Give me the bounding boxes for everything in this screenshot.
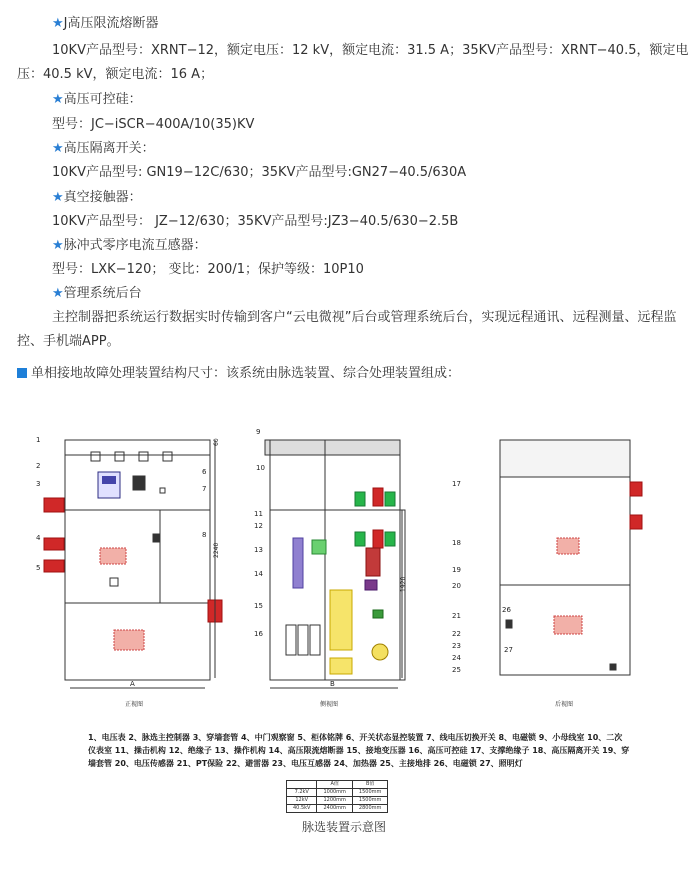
table-row: 7.2kV 1000mm 1500mm (287, 789, 388, 797)
spec-table (286, 780, 388, 813)
dim-b: B (330, 680, 335, 688)
heading-scr: ★高压可控硅： (52, 92, 142, 107)
front-view (65, 440, 210, 680)
heading-ct: ★脉冲式零序电流互感器： (52, 238, 207, 253)
fuse-body-2: 压：40.5 kV，额定电流：16 A； (17, 67, 214, 82)
dim-height: 2240 (213, 542, 220, 558)
legend-line-3: 墙套管 20、电压传感器 21、PT保险 22、避雷器 23、电压互感器 24、加热器 25、主接地排 26、电磁锁 27、照明灯 (88, 759, 523, 768)
heading-contactor: ★真空接触器： (52, 190, 142, 205)
blue-square-icon (17, 368, 27, 378)
num-3: 3 (36, 480, 41, 488)
isolator-body: 10KV产品型号: GN19−12C/630；35KV产品型号:GN27−40.5/630A (52, 165, 467, 180)
fuse-body-1: 10KV产品型号：XRNT−12，额定电压：12 kV，额定电流：31.5 A；35KV产品型号：XRNT−40.5，额定电 (52, 43, 688, 58)
num-25: 25 (452, 666, 461, 674)
table-row: 40.5kV 2400mm 2800mm (287, 805, 388, 813)
num-17: 17 (452, 480, 461, 488)
rear-view (500, 440, 630, 675)
num-13: 13 (254, 546, 263, 554)
structure-title: 单相接地故障处理装置结构尺寸：该系统由脉选装置、综合处理装置组成： (17, 366, 688, 382)
legend-line-1: 1、电压表 2、脉选主控制器 3、穿墙套管 4、中门观察窗 5、柜体铭牌 6、开关状态显控装置 7、线电压切换开关 8、电磁锁 9、小母线室 10、二次 (88, 733, 623, 742)
num-4: 4 (36, 534, 41, 542)
num-26: 26 (502, 606, 511, 614)
num-22: 22 (452, 630, 461, 638)
num-11: 11 (254, 510, 263, 518)
star-icon: ★ (52, 190, 64, 205)
side-view (265, 440, 405, 680)
dim-side: 1920 (400, 576, 407, 592)
dim-60: 60 (213, 438, 220, 446)
num-2: 2 (36, 462, 41, 470)
num-5: 5 (36, 564, 41, 572)
star-icon: ★ (52, 16, 64, 31)
num-14: 14 (254, 570, 263, 578)
mgmt-body-2: 控、手机端APP。 (17, 334, 120, 349)
scr-body: 型号：JC−iSCR−400A/10(35)KV (52, 117, 255, 132)
num-8: 8 (202, 531, 207, 539)
num-24: 24 (452, 654, 461, 662)
num-18: 18 (452, 539, 461, 547)
mgmt-body-1: 主控制器把系统运行数据实时传输到客户“云电微视”后台或管理系统后台，实现远程通讯、远程测量、远程监 (52, 310, 677, 325)
num-12: 12 (254, 522, 263, 530)
num-6: 6 (202, 468, 207, 476)
star-icon: ★ (52, 141, 64, 156)
legend-line-2: 仪表室 11、操击机构 12、绝缘子 13、操作机构 14、高压限流熔断器 15、接地变压器 16、高压可控硅 17、支撑绝缘子 18、高压隔离开关 19、穿 (88, 746, 630, 755)
num-16: 16 (254, 630, 263, 638)
star-icon: ★ (52, 92, 64, 107)
rear-view-label: 后视图 (555, 701, 574, 708)
num-21: 21 (452, 612, 461, 620)
star-icon: ★ (52, 286, 64, 301)
front-view-label: 正视图 (125, 701, 144, 708)
ct-body: 型号：LXK−120； 变比：200/1；保护等级：10P10 (52, 262, 364, 277)
num-9: 9 (256, 428, 261, 436)
side-view-label: 侧视图 (320, 701, 339, 708)
num-7: 7 (202, 485, 207, 493)
heading-fuse: ★J高压限流熔断器 (52, 16, 159, 31)
contactor-body: 10KV产品型号： JZ−12/630；35KV产品型号:JZ3−40.5/630−2.5B (52, 214, 459, 229)
num-23: 23 (452, 642, 461, 650)
num-19: 19 (452, 566, 461, 574)
num-15: 15 (254, 602, 263, 610)
star-icon: ★ (52, 238, 64, 253)
table-row: 12kV 1200mm 1500mm (287, 797, 388, 805)
num-27: 27 (504, 646, 513, 654)
dim-a: A (130, 680, 135, 688)
num-1: 1 (36, 436, 41, 444)
figure-caption: 脉选装置示意图 (301, 820, 386, 834)
table-row: A值 B值 (287, 781, 388, 789)
heading-mgmt: ★管理系统后台 (52, 286, 142, 301)
num-20: 20 (452, 582, 461, 590)
num-10: 10 (256, 464, 265, 472)
heading-isolator: ★高压隔离开关： (52, 141, 155, 156)
